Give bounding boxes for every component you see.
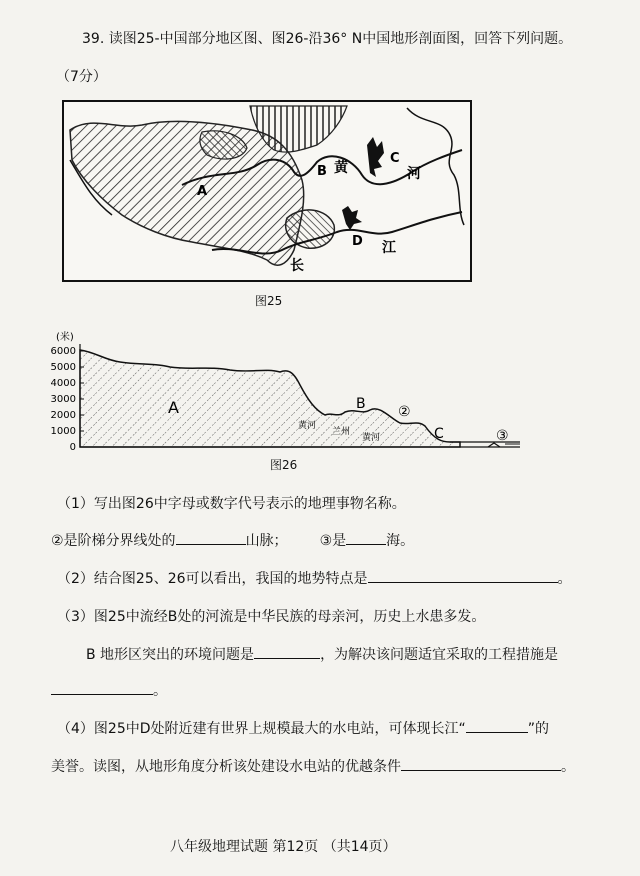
question-score: （7分） [56,69,107,85]
map-label-b: B [317,164,327,179]
profile-label-lanzhou: 兰州 [332,427,351,437]
y-tick-5000: 5000 [50,362,76,373]
map-label-c: C [390,151,400,166]
q3-line: B 地形区突出的环境问题是 ，为解决该问题适宜采取的工程措施是 [86,647,559,663]
q3-blank-problem[interactable] [254,646,320,659]
q3-text: （3）图25中流经B处的河流是中华民族的母亲河，历史上水患多发。 [57,609,486,625]
question-stem [82,28,572,48]
profile-label-3: ③ [496,428,509,444]
y-tick-2000: 2000 [50,410,76,421]
profile-label-huanghe-2: 黄河 [362,433,381,443]
y-tick-3000: 3000 [50,394,76,405]
page-footer: 八年级地理试题 第12页 （共14页） [170,839,397,855]
y-tick-0: 0 [69,442,76,453]
q4-blank-conditions[interactable] [401,758,561,771]
profile-label-b: B [356,396,366,412]
map-label-huang: 黄 [334,160,348,176]
q4-line: （4）图25中D处附近建有世界上规模最大的水电站，可体现长江“ ”的 [57,721,550,737]
fig26-caption: 图26 [270,458,298,472]
q1-text: （1）写出图26中字母或数字代号表示的地理事物名称。 [57,496,406,512]
map-label-jiang: 江 [382,240,396,256]
fig25-caption: 图25 [255,294,283,308]
profile-label-c: C [434,426,444,442]
profile-label-a: A [168,398,179,417]
map-label-chang: 长 [290,258,304,274]
y-tick-1000: 1000 [50,426,76,437]
q4-blank-reputation[interactable] [466,720,528,733]
q1-blank-sea[interactable] [346,532,386,545]
map-label-he: 河 [407,166,421,182]
q2-line: （2）结合图25、26可以看出，我国的地势特点是 。 [57,571,572,587]
q2-blank[interactable] [368,570,558,583]
profile-label-2: ② [398,404,411,420]
question-number: 39. [82,31,105,47]
q1-blank-mountain[interactable] [176,532,246,545]
y-tick-6000: 6000 [50,346,76,357]
fig26-profile [50,330,530,455]
profile-label-huanghe-1: 黄河 [298,421,317,431]
q4-line-2: 美誉。读图，从地形角度分析该处建设水电站的优越条件 。 [51,759,575,775]
y-tick-4000: 4000 [50,378,76,389]
q3-blank-measure[interactable] [51,682,153,695]
y-unit: (米) [56,332,74,343]
terrain-profile [80,350,460,447]
q3-line-2: 。 [51,680,167,700]
map-label-d: D [352,234,363,249]
question-text: 读图25-中国部分地区图、图26-沿36° N中国地形剖面图，回答下列问题。 [108,31,573,47]
map-label-a: A [197,184,208,199]
q1-answer-line: ②是阶梯分界线处的 山脉； ③是 海。 [51,533,415,549]
fig25-map [62,100,472,282]
